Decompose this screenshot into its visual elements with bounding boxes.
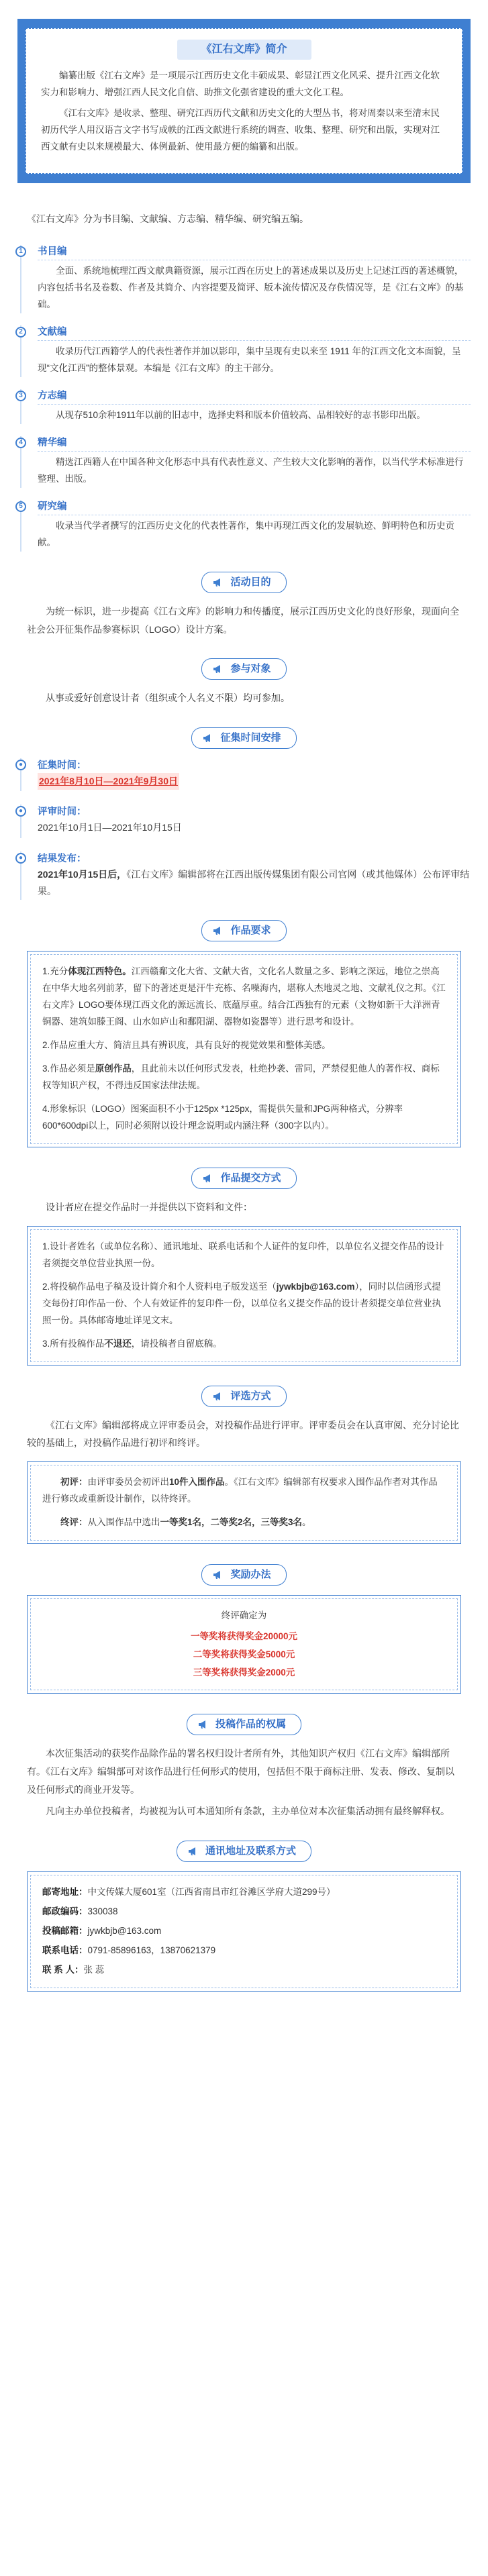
- review-final-text: 。: [302, 1516, 311, 1527]
- section-pill: [201, 658, 286, 680]
- contact-value: 330038: [87, 1906, 118, 1916]
- contact-phone: [42, 1943, 446, 1959]
- section-title: 通讯地址及联系方式: [205, 1845, 296, 1857]
- clock-icon: ●: [15, 806, 26, 817]
- schedule-label: 评审时间：: [38, 807, 87, 818]
- requirement-3-text: ，且此前未以任何形式发表，杜绝抄袭、雷同，严禁侵犯他人的著作权、商标权等知识产权，不得违反国家法律法规。: [42, 1064, 440, 1091]
- review-final: [42, 1514, 446, 1531]
- megaphone-icon: [211, 662, 225, 676]
- number-badge: 4: [15, 437, 26, 448]
- submission-box: [27, 1226, 461, 1366]
- requirement-3-bold: 原创作品: [95, 1064, 132, 1074]
- edition-item: [17, 389, 471, 424]
- rights-paragraph-1: 本次征集活动的获奖作品除作品的署名权归设计者所有外，其他知识产权归《江右文库》编辑部所有。《江右文库》编辑部可对该作品进行任何形式的使用，包括但不限于商标注册、发表、修改、复制以及任何形式的商业开发等。: [27, 1748, 454, 1795]
- intro-box: [17, 19, 471, 183]
- section-pill: [201, 920, 286, 941]
- requirement-3: [42, 1061, 446, 1094]
- review-initial-text: 。《江右文库》编辑部有权要求入围作品作者对其作品进行修改或重新设计制作，以待终评。: [42, 1476, 438, 1504]
- megaphone-icon: [201, 731, 215, 745]
- award-first: 一等奖将获得奖金20000元: [190, 1631, 298, 1641]
- contact-person: [42, 1962, 446, 1979]
- section-header-awards: [174, 1564, 315, 1586]
- intro-paragraph-2: 《江右文库》是收录、整理、研究江西历代文献和历史文化的大型丛书，将对周秦以来至清末民初历代学人用汉语言文字书写成帙的江西文献进行系统的调查、收集、整理、研究和出版，实现对江西文献有史以来规模最大、体例最新、使用最方便的编纂和出版。: [41, 107, 440, 152]
- section-pill: [201, 572, 286, 593]
- intro-inner: [26, 28, 462, 174]
- contact-label: 邮寄地址：: [42, 1886, 88, 1897]
- contact-label: 联 系 人：: [42, 1964, 84, 1975]
- section-header-purpose: [174, 572, 315, 593]
- section-title: 作品要求: [230, 925, 271, 937]
- phone-link[interactable]: 0791-85896163，13870621379: [87, 1945, 216, 1955]
- section-pill: [201, 1564, 286, 1586]
- megaphone-icon: [187, 1845, 200, 1858]
- section-title: 奖励办法: [230, 1568, 271, 1580]
- edition-item: [17, 325, 471, 377]
- section-pill: [201, 1386, 286, 1407]
- contact-value: 张 蕊: [83, 1964, 105, 1975]
- section-pill: [187, 1714, 301, 1735]
- megaphone-icon: [211, 576, 225, 589]
- section-header-schedule: [174, 727, 315, 749]
- email-link[interactable]: jywkbjb@163.com: [276, 1281, 355, 1292]
- award-second: 二等奖将获得奖金5000元: [193, 1649, 295, 1659]
- section-header-rights: [174, 1714, 315, 1735]
- edition-title: 书目编: [38, 245, 471, 260]
- intro-title: 《江右文库》简介: [177, 40, 311, 60]
- submission-item-1: 1.设计者姓名（或单位名称）、通讯地址、联系电话和个人证件的复印件，以单位名义提交作品的设计者须提交单位营业执照一份。: [42, 1241, 444, 1268]
- submission-item-3: [42, 1336, 446, 1353]
- edition-item: [17, 245, 471, 313]
- section-title: 征集时间安排: [220, 731, 281, 743]
- purpose-text: 为统一标识，进一步提高《江右文库》的影响力和传播度，展示江西历史文化的良好形象，现面向全社会公开征集作品参赛标识（LOGO）设计方案。: [27, 606, 459, 635]
- participants-text: 从事或爱好创意设计者（组织或个人名义不限）均可参加。: [46, 692, 290, 704]
- section-pill: [177, 1841, 311, 1862]
- section-title: 投稿作品的权属: [215, 1718, 286, 1731]
- review-final-label: 终评：: [60, 1516, 88, 1527]
- contact-address: [42, 1884, 446, 1901]
- review-initial: [42, 1474, 446, 1508]
- schedule-item: [17, 805, 471, 838]
- schedule-item: [17, 758, 471, 792]
- edition-text: 收录历代江西籍学人的代表性著作并加以影印，集中呈现有史以来至 1911 年的江西文化文本面貌，呈现“文化江西”的整体景观。本编是《江右文库》的主干部分。: [38, 346, 461, 374]
- schedule-value: [38, 866, 471, 900]
- contact-box: [27, 1871, 461, 1992]
- number-badge: 2: [15, 327, 26, 338]
- section-title: 作品提交方式: [220, 1172, 281, 1184]
- contact-label: 投稿邮箱：: [42, 1925, 88, 1936]
- section-title: 活动目的: [230, 576, 271, 588]
- section-title: 评选方式: [230, 1390, 271, 1402]
- review-initial-label: 初评：: [60, 1476, 88, 1487]
- contact-postcode: [42, 1904, 446, 1920]
- review-lead: 《江右文库》编辑部将成立评审委员会，对投稿作品进行评审。评审委员会在认真审阅、充分讨论比较的基础上，对投稿作品进行初评和终评。: [27, 1419, 459, 1449]
- clock-icon: ●: [15, 760, 26, 770]
- section-header-requirements: [174, 920, 315, 941]
- clock-icon: ●: [15, 853, 26, 864]
- edition-title: 文献编: [38, 325, 471, 341]
- review-box: [27, 1461, 461, 1544]
- megaphone-icon: [211, 1390, 225, 1403]
- requirement-1-prefix: 1.充分: [42, 966, 68, 977]
- review-final-prefix: 从入围作品中选出: [87, 1516, 160, 1527]
- megaphone-icon: [211, 924, 225, 937]
- contact-value: 中文传媒大厦601室（江西省南昌市红谷滩区学府大道299号）: [87, 1886, 336, 1897]
- section-header-contact: [174, 1841, 315, 1862]
- number-badge: 1: [15, 246, 26, 257]
- schedule-value-text: 《江右文库》编辑部将在江西出版传媒集团有限公司官网（或其他媒体）公布评审结果。: [38, 869, 470, 897]
- megaphone-icon: [201, 1172, 215, 1185]
- schedule-timeline: [17, 758, 471, 900]
- megaphone-icon: [197, 1718, 210, 1731]
- schedule-label: 征集时间：: [38, 760, 87, 771]
- section-title: 参与对象: [230, 663, 271, 675]
- submission-item-3-prefix: 3.所有投稿作品: [42, 1338, 105, 1349]
- edition-title: 精华编: [38, 436, 471, 452]
- megaphone-icon: [211, 1568, 225, 1582]
- requirement-1-text: 江西赣鄱文化大省、文献大省，文化名人数量之多、影响之深远，地位之崇高在中华大地名列前茅，留下的著述更是汗牛充栋、名噪海内，堪称人杰地灵之地、文献礼仪之邦。《江右文库》LOGO要体现江西文化的源远流长、底蕴厚重。结合江西独有的元素（文物如新干大洋洲青铜器、建筑如滕王阁、山水如庐山和鄱阳湖、器物如瓷器等）进行思考和设计。: [42, 966, 446, 1027]
- requirement-4: 4.形象标识（LOGO）图案面积不小于125px *125px，需提供矢量和JPG两种格式，分辨率600*600dpi以上，同时必须附以设计理念说明或内涵注释（300字以内）。: [42, 1104, 403, 1131]
- requirement-3-prefix: 3.作品必须是: [42, 1064, 95, 1074]
- requirement-1: [42, 964, 446, 1031]
- submission-item-2: [42, 1279, 446, 1329]
- edition-text: 精选江西籍人在中国各种文化形态中具有代表性意义、产生较大文化影响的著作，以当代学术标准进行整理、出版。: [38, 457, 464, 484]
- edition-title: 研究编: [38, 500, 471, 515]
- schedule-item: [17, 852, 471, 900]
- contact-label: 联系电话：: [42, 1945, 88, 1955]
- submission-item-2-prefix: 2.将投稿作品电子稿及设计简介和个人资料电子版发送至（: [42, 1281, 277, 1292]
- submission-item-2-text: ），同时以信函形式提交每份打印作品一份、个人有效证件的复印件一份，以单位名义提交作品的设计者须提交单位营业执照一份。具体邮寄地址详见文末。: [42, 1281, 441, 1325]
- contact-label: 邮政编码：: [42, 1906, 88, 1916]
- schedule-value-bold: 2021年10月15日后，: [38, 869, 127, 880]
- edition-text: 从现存510余种1911年以前的旧志中，选择史料和版本价值较高、品相较好的志书影印出版。: [56, 410, 426, 421]
- contact-email: [42, 1923, 446, 1940]
- intro-paragraph-1: 编纂出版《江右文库》是一项展示江西历史文化丰硕成果、彰显江西文化风采、提升江西文化软实力和影响力、增强江西人民文化自信、助推文化强省建设的重大文化工程。: [41, 70, 440, 97]
- section-pill: [191, 727, 296, 749]
- submission-item-3-text: ，请投稿者自留底稿。: [131, 1338, 222, 1349]
- edition-text: 收录当代学者撰写的江西历史文化的代表性著作，集中再现江西文化的发展轨迹、鲜明特色和历史贡献。: [38, 521, 454, 548]
- submission-item-3-bold: 不退还: [104, 1338, 132, 1349]
- section-header-participants: [174, 658, 315, 680]
- requirements-box: [27, 951, 461, 1147]
- submission-lead: 设计者应在提交作品时一并提供以下资料和文件：: [46, 1202, 252, 1213]
- review-final-bold: 一等奖1名，二等奖2名，三等奖3名: [160, 1516, 303, 1527]
- number-badge: 3: [15, 391, 26, 401]
- rights-paragraph-2: 凡向主办单位投稿者，均被视为认可本通知所有条款，主办单位对本次征集活动拥有最终解释权。: [46, 1806, 450, 1817]
- requirement-1-bold: 体现江西特色。: [68, 966, 132, 977]
- section-header-submission: [174, 1168, 315, 1189]
- award-third: 三等奖将获得奖金2000元: [193, 1667, 295, 1678]
- review-initial-prefix: 由评审委员会初评出: [87, 1476, 169, 1487]
- editions-timeline: [17, 245, 471, 552]
- section-pill: [191, 1168, 296, 1189]
- edition-item: [17, 436, 471, 488]
- requirement-2: 2.作品应重大方、简洁且具有辨识度，具有良好的视觉效果和整体美感。: [42, 1040, 331, 1051]
- edition-title: 方志编: [38, 389, 471, 405]
- number-badge: 5: [15, 501, 26, 512]
- edition-text: 全面、系统地梳理江西文献典籍资源，展示江西在历史上的著述成果以及历史上记述江西的著述概貌，内容包括书名及卷数、作者及其简介、内容提要及简评、版本流传情况及存佚情况等，是《江右文库》的基础。: [38, 266, 464, 310]
- edition-item: [17, 500, 471, 552]
- section-header-review: [174, 1386, 315, 1407]
- awards-lead: 终评确定为: [221, 1610, 267, 1620]
- review-initial-bold: 10件入围作品: [169, 1476, 225, 1487]
- schedule-label: 结果发布：: [38, 854, 87, 864]
- email-link[interactable]: jywkbjb@163.com: [87, 1925, 162, 1936]
- article: [0, 19, 488, 1992]
- schedule-value: 2021年10月1日—2021年10月15日: [38, 822, 182, 833]
- awards-box: [27, 1595, 461, 1694]
- schedule-value: 2021年8月10日—2021年9月30日: [38, 773, 179, 790]
- editions-lead: 《江右文库》分为书目编、文献编、方志编、精华编、研究编五编。: [27, 213, 309, 224]
